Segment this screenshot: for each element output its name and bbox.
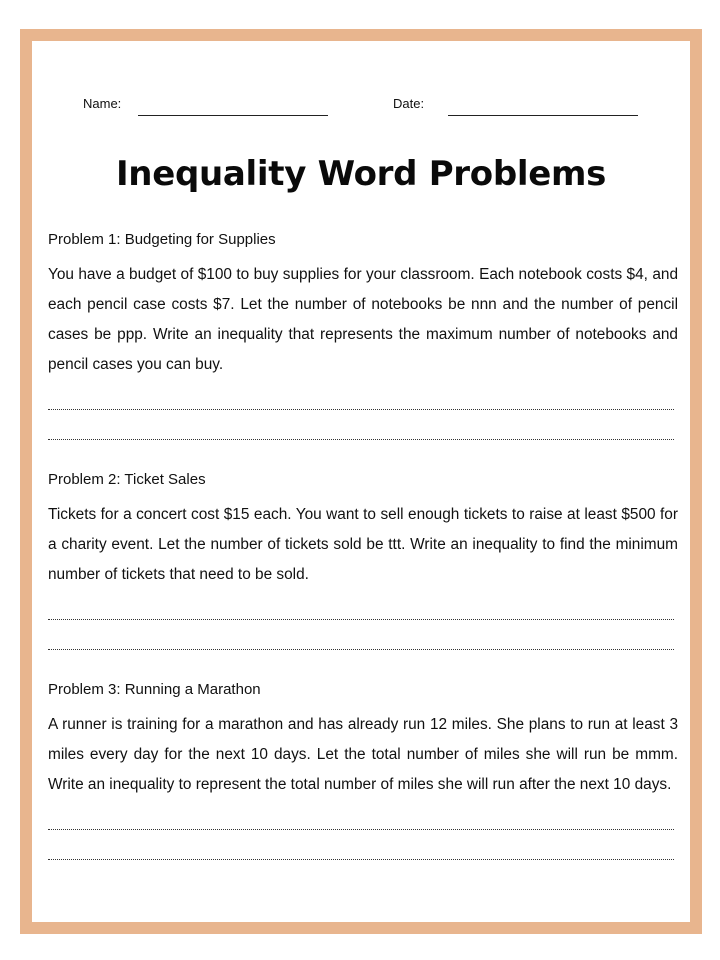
problem-1 bbox=[48, 230, 678, 440]
name-label: Name: bbox=[83, 96, 122, 111]
date-label: Date: bbox=[393, 96, 425, 111]
answer-line[interactable] bbox=[48, 830, 674, 860]
problem-2 bbox=[48, 470, 678, 650]
problem-text: You have a budget of $100 to buy supplies for your classroom. Each notebook costs $4, and each pencil case costs $7. Let the number of notebooks be nnn and the number of pencil cases be ppp. Write an inequality that represents the maximum number of notebooks and pencil cases you can buy. bbox=[48, 266, 678, 373]
date-field[interactable] bbox=[448, 115, 638, 116]
answer-line[interactable] bbox=[48, 410, 674, 440]
page-title: Inequality Word Problems bbox=[115, 154, 607, 194]
answer-line[interactable] bbox=[48, 590, 674, 620]
problem-heading: Problem 1: Budgeting for Supplies bbox=[48, 231, 276, 248]
answer-line[interactable] bbox=[48, 800, 674, 830]
problem-text: A runner is training for a marathon and has already run 12 miles. She plans to run at least 3 miles every day for the next 10 days. Let the total number of miles she will run be mmm. Write an inequality to represent the total number of miles she will run after the next 10 days. bbox=[48, 716, 678, 793]
problem-text: Tickets for a concert cost $15 each. You want to sell enough tickets to raise at least $500 for a charity event. Let the number of tickets sold be ttt. Write an inequality to find the minimum number of tickets that need to be sold. bbox=[48, 506, 678, 583]
problem-heading: Problem 3: Running a Marathon bbox=[48, 681, 261, 698]
problem-3 bbox=[48, 680, 678, 860]
answer-line[interactable] bbox=[48, 620, 674, 650]
answer-line[interactable] bbox=[48, 380, 674, 410]
problem-heading: Problem 2: Ticket Sales bbox=[48, 471, 206, 488]
name-field[interactable] bbox=[138, 115, 328, 116]
